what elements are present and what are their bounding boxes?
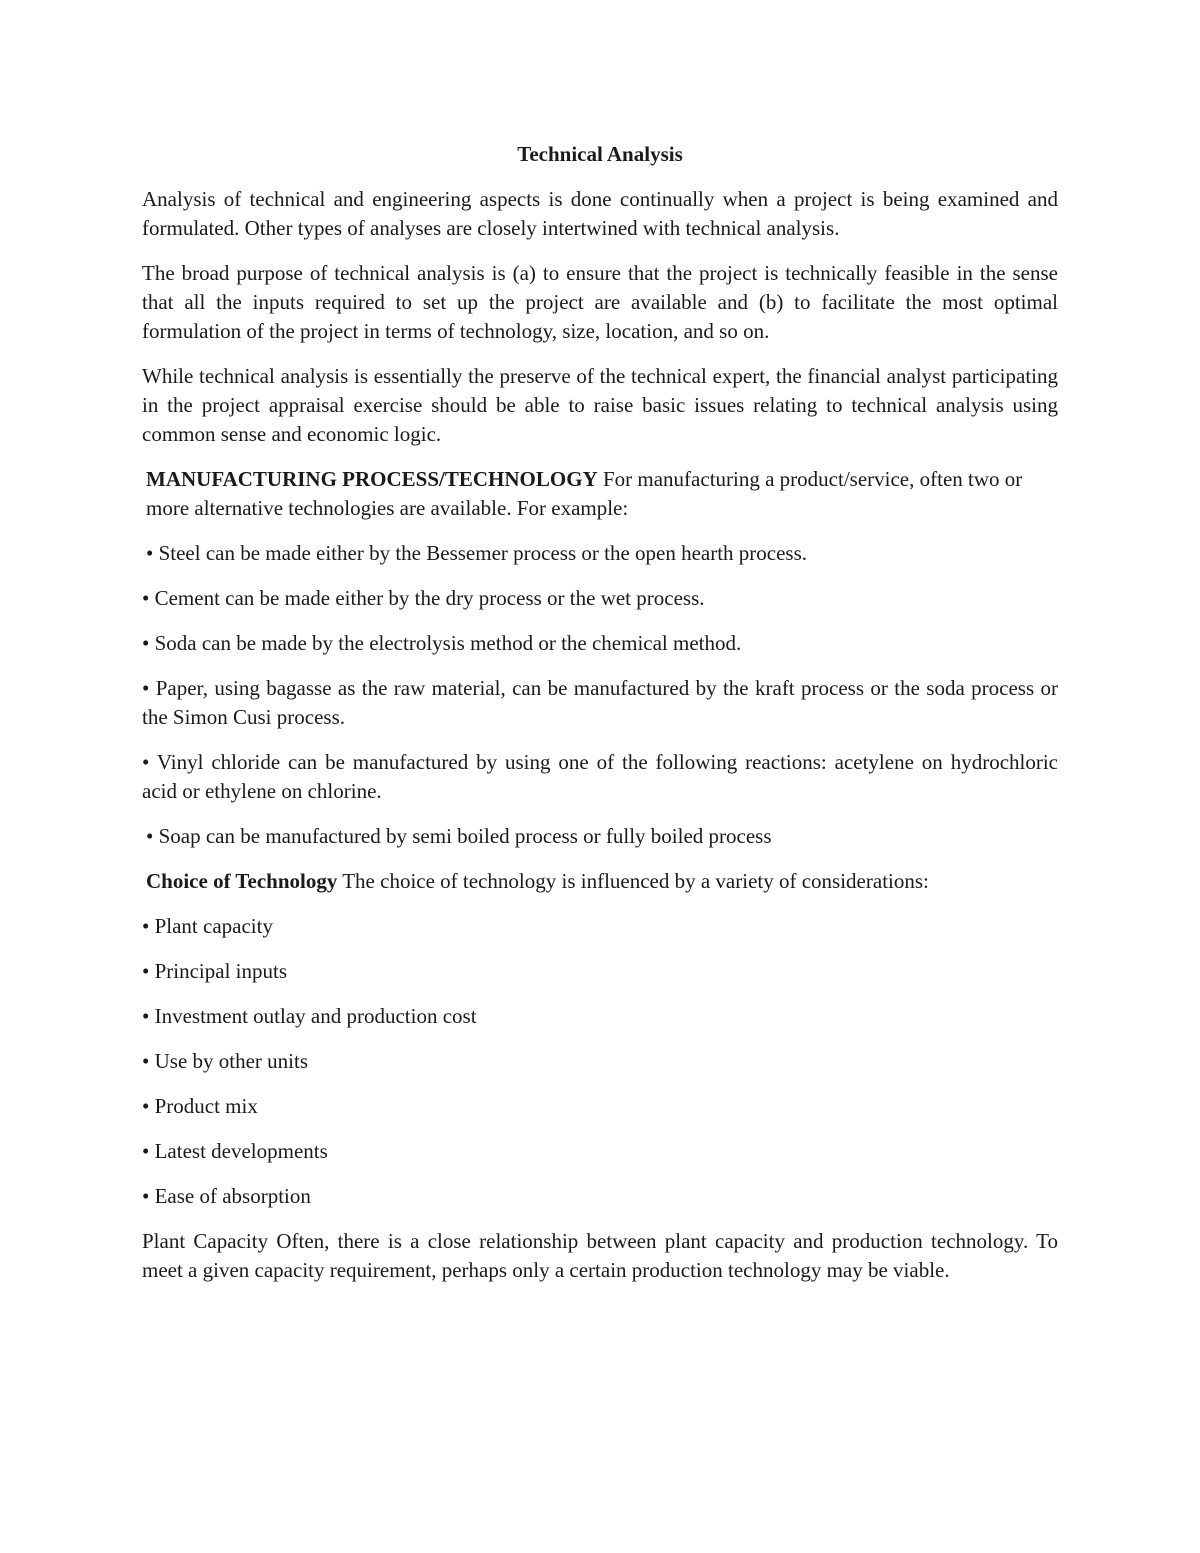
document-title: Technical Analysis	[517, 142, 683, 166]
consideration-item: • Investment outlay and production cost	[142, 1004, 477, 1028]
example-item-soap: • Soap can be manufactured by semi boiled process or fully boiled process	[146, 824, 772, 848]
example-item-cement: • Cement can be made either by the dry process or the wet process.	[142, 586, 705, 610]
plant-capacity-paragraph: Plant Capacity Often, there is a close relationship between plant capacity and production technology. To meet a given capacity requirement, perhaps only a certain production technology may be viable.	[142, 1229, 1058, 1282]
manufacturing-text: For manufacturing a product/service, often two or more alternative technologies are available. For example:	[146, 467, 1023, 520]
consideration-item: • Ease of absorption	[142, 1184, 311, 1208]
example-item-vinyl: • Vinyl chloride can be manufactured by using one of the following reactions: acetylene on hydrochloric acid or ethylene on chlorine.	[142, 750, 1058, 803]
purpose-paragraph: The broad purpose of technical analysis is (a) to ensure that the project is technically feasible in the sense that all the inputs required to set up the project are available and (b) to facilitate the most optimal formulation of the project in terms of technology, size, location, and so on.	[142, 261, 1058, 343]
choice-text: The choice of technology is influenced by a variety of considerations:	[337, 869, 929, 893]
example-item-steel: • Steel can be made either by the Bessemer process or the open hearth process.	[146, 541, 808, 565]
choice-paragraph	[142, 867, 1058, 896]
consideration-item: • Use by other units	[142, 1049, 309, 1073]
consideration-item: • Principal inputs	[142, 959, 288, 983]
consideration-item: • Product mix	[142, 1094, 258, 1118]
manufacturing-heading: MANUFACTURING PROCESS/TECHNOLOGY	[146, 467, 598, 491]
example-item-soda: • Soda can be made by the electrolysis method or the chemical method.	[142, 631, 742, 655]
choice-heading: Choice of Technology	[146, 869, 338, 893]
intro-paragraph: Analysis of technical and engineering aspects is done continually when a project is being examined and formulated. Other types of analyses are closely intertwined with technical analysis.	[142, 187, 1058, 240]
analyst-paragraph: While technical analysis is essentially the preserve of the technical expert, the financial analyst participating in the project appraisal exercise should be able to raise basic issues relating to technical analysis using common sense and economic logic.	[142, 364, 1058, 446]
example-item-paper: • Paper, using bagasse as the raw material, can be manufactured by the kraft process or the soda process or the Simon Cusi process.	[142, 676, 1058, 729]
document-body	[142, 140, 1058, 1301]
consideration-item: • Latest developments	[142, 1139, 328, 1163]
manufacturing-paragraph	[142, 465, 1058, 523]
consideration-item: • Plant capacity	[142, 914, 273, 938]
